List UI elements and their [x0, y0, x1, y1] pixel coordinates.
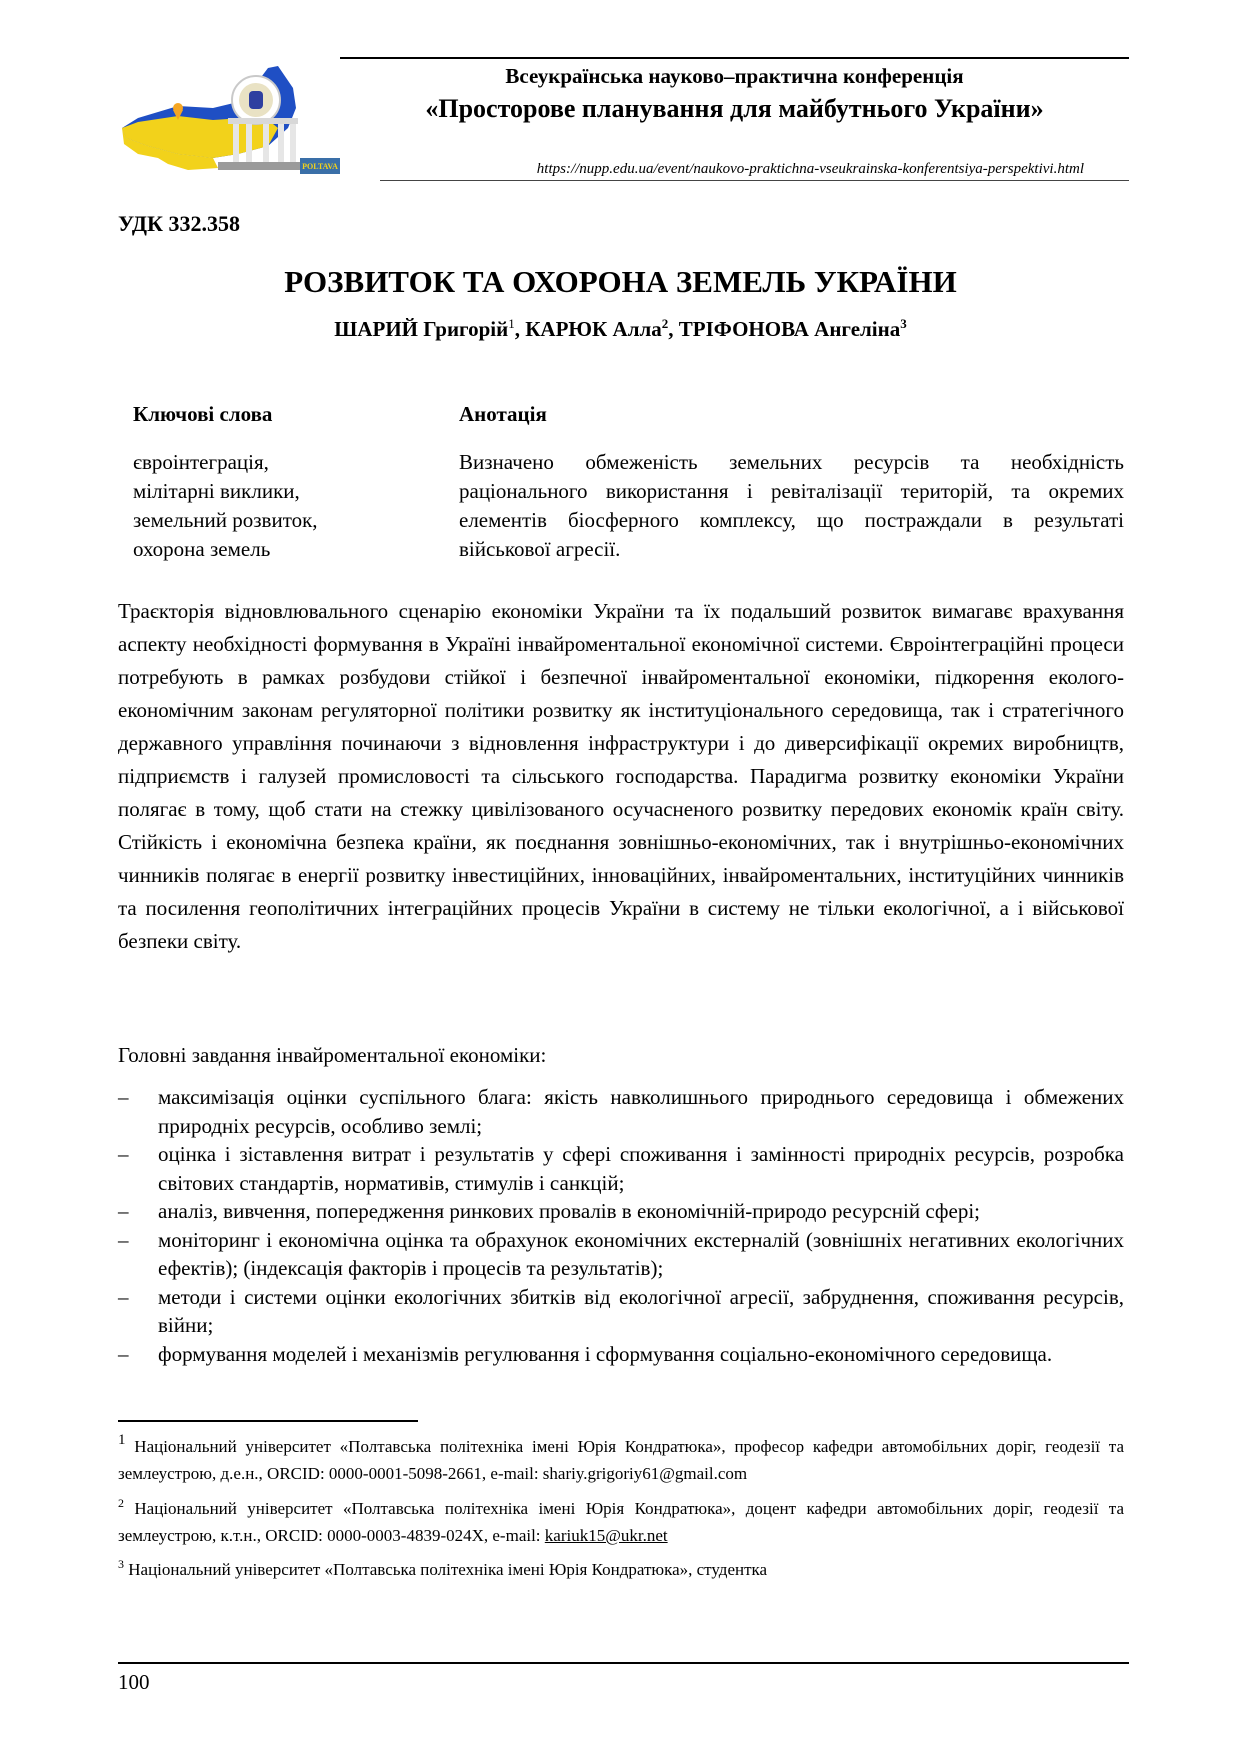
- list-item-text: моніторинг і економічна оцінка та обрахунок економічних екстерналій (зовнішніх негативних екологічних ефектів); (індексація факторів і процесів та результатів);: [158, 1227, 1124, 1280]
- footnote-number: 3: [118, 1557, 124, 1571]
- tasks-heading: Головні завдання інвайроментальної економіки:: [118, 1043, 547, 1067]
- conference-name: Всеукраїнська науково–практична конференція: [505, 64, 964, 88]
- list-item-text: методи і системи оцінки екологічних збитків від екологічної агресії, забруднення, споживання ресурсів, війни;: [158, 1284, 1124, 1337]
- dash-bullet-icon: –: [118, 1085, 129, 1109]
- conference-logo: [118, 58, 340, 176]
- footer-rule: [118, 1662, 1129, 1664]
- header-rule-top: [340, 57, 1129, 59]
- annotation-heading: Анотація: [459, 402, 547, 426]
- author-separator: ,: [514, 317, 526, 341]
- footnote-1: [118, 1433, 1124, 1487]
- list-item: [118, 1283, 1124, 1340]
- dash-bullet-icon: –: [118, 1199, 129, 1223]
- keywords-heading: Ключові слова: [133, 402, 273, 426]
- footnote-text: Національний університет «Полтавська політехніка імені Юрія Кондратюка», доцент кафедри автомобільних доріг, геодезії та землеустрою, к.т.н., ORCID: 0000-0003-4839-024X, e-mail:: [118, 1499, 1124, 1545]
- footnote-text: Національний університет «Полтавська політехніка імені Юрія Кондратюка», студентка: [124, 1560, 768, 1579]
- dash-bullet-icon: –: [118, 1142, 129, 1166]
- page-number: 100: [118, 1670, 150, 1694]
- svg-text:POLTAVA: POLTAVA: [302, 162, 338, 171]
- conference-title: «Просторове планування для майбутнього України»: [425, 94, 1044, 123]
- author-footnote-ref[interactable]: 2: [661, 316, 669, 331]
- list-item: [118, 1140, 1124, 1197]
- list-item: [118, 1226, 1124, 1283]
- tasks-list: [118, 1083, 1124, 1368]
- list-item-text: формування моделей і механізмів регулювання і сформування соціально-економічного середовища.: [158, 1341, 1053, 1366]
- header-rule-bottom: [380, 180, 1129, 181]
- conference-url[interactable]: https://nupp.edu.ua/event/naukovo-praktichna-vseukrainska-konferentsiya-perspektivi.html: [536, 161, 1084, 177]
- annotation-text: Визначено обмеженість земельних ресурсів та необхідність раціонального використання і ревіталізації територій, та окремих елементів біосферного комплексу, що постраждали в результаті військової агресії.: [459, 450, 1124, 561]
- author-footnote-ref[interactable]: 1: [508, 316, 515, 331]
- author-footnote-ref[interactable]: 3: [900, 316, 907, 331]
- footnote-2: [118, 1495, 1124, 1549]
- list-item-text: аналіз, вивчення, попередження ринкових провалів в економічній-природо ресурсній сфері;: [158, 1199, 981, 1223]
- author-name: ШАРИЙ Григорій: [334, 317, 509, 341]
- keyword: охорона земель: [133, 537, 271, 561]
- list-item: [118, 1197, 1124, 1226]
- footnote-3: [118, 1556, 1124, 1583]
- body-paragraph: Траєкторія відновлювального сценарію економіки України та їх подальший розвиток вимагавє врахування аспекту необхідності формування в Україні інвайроментальної економічної системи. Євроінтеграційні процеси потребують в рамках розбудови стійкої і безпечної інвайроментальної економіки, підкорення еколого-економічним законам регуляторної політики розвитку як інституціонального середовища, так і стратегічного державного управління починаючи з відновлення інфраструктури і до диверсифікації окремих виробництв, підприємств і галузей промисловості та сільського господарства. Парадигма розвитку економіки України полягає в тому, щоб стати на стежку цивілізованого осучасненого розвитку передових економік країн світу. Стійкість і економічна безпека країни, як поєднання зовнішньо-економічних, так і внутрішньо-економічних чинників полягає в енергії розвитку інвестиційних, інноваційних, інвайроментальних, інституційних чинників та посилення геополітичних інтеграційних процесів України в систему не тільки екологічної, а і військової безпеки світу.: [118, 599, 1124, 953]
- author-name: КАРЮК Алла: [525, 317, 662, 341]
- list-item-text: максимізація оцінки суспільного блага: якість навколишнього природнього середовища і обмежених природніх ресурсів, особливо землі;: [158, 1085, 1124, 1138]
- email-link[interactable]: kariuk15@ukr.net: [544, 1526, 668, 1545]
- dash-bullet-icon: –: [118, 1284, 129, 1309]
- keyword: євроінтеграція,: [133, 450, 269, 474]
- dash-bullet-icon: –: [118, 1227, 129, 1252]
- udk-code: УДК 332.358: [118, 211, 241, 236]
- keyword: земельний розвиток,: [133, 508, 318, 532]
- list-item: [118, 1083, 1124, 1140]
- footnote-separator: [118, 1420, 418, 1422]
- footnote-text: Національний університет «Полтавська політехніка імені Юрія Кондратюка», професор кафедри автомобільних доріг, геодезії та землеустрою, д.е.н., ORCID: 0000-0001-5098-2661, e-mail: shariy.grigoriy61@gmail.com: [118, 1437, 1124, 1483]
- list-item: [118, 1340, 1124, 1369]
- ukraine-map-logo-icon: [118, 58, 340, 176]
- author-list: [118, 315, 1123, 343]
- article-title: РОЗВИТОК ТА ОХОРОНА ЗЕМЕЛЬ УКРАЇНИ: [284, 264, 957, 299]
- author-name: ТРІФОНОВА Ангеліна: [678, 317, 901, 341]
- list-item-text: оцінка і зіставлення витрат і результатів у сфері споживання і замінності природніх ресурсів, розробка світових стандартів, нормативів, стимулів і санкцій;: [158, 1142, 1124, 1195]
- footnote-number: 1: [118, 1432, 126, 1448]
- dash-bullet-icon: –: [118, 1341, 129, 1366]
- keywords-list: [133, 448, 318, 564]
- footnote-number: 2: [118, 1496, 124, 1510]
- author-separator: ,: [668, 317, 679, 341]
- keyword: мілітарні виклики,: [133, 479, 300, 503]
